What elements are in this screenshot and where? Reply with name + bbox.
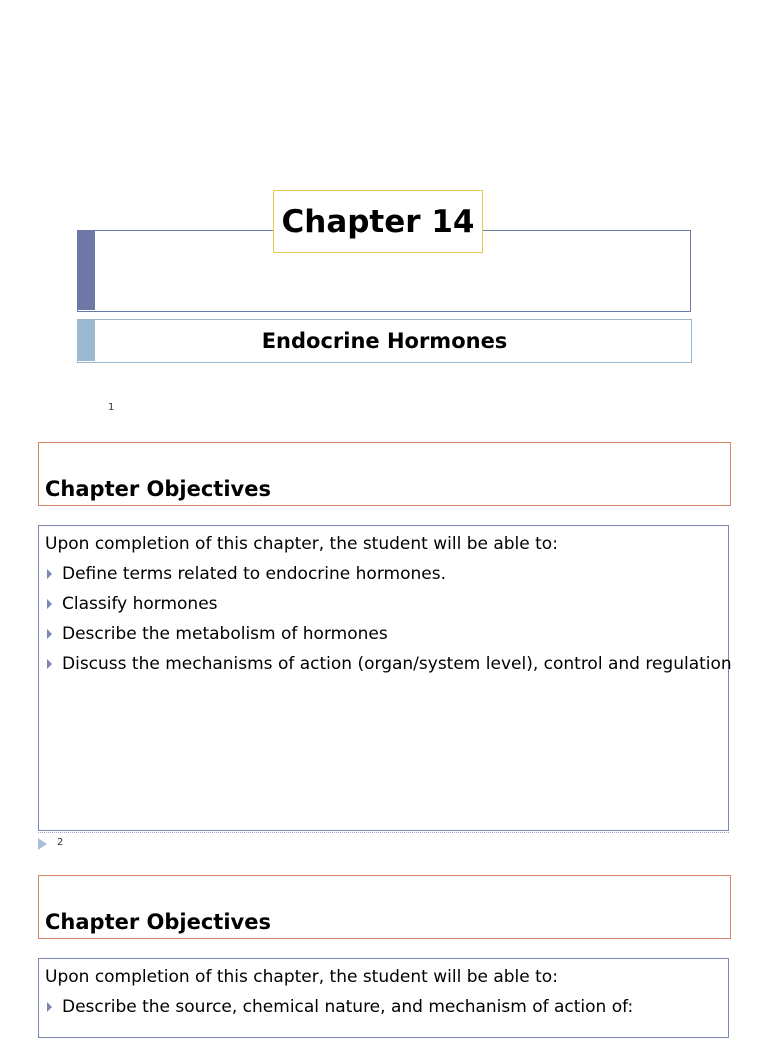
slide-3-heading-frame — [38, 875, 731, 939]
bullet-arrow-icon — [47, 569, 52, 579]
slide-2-footer-divider — [38, 832, 729, 833]
slide-2-content — [38, 525, 732, 831]
slide-3-heading: Chapter Objectives — [45, 910, 271, 934]
subtitle-accent-bar — [77, 320, 95, 361]
bullet-arrow-icon — [47, 659, 52, 669]
title-accent-bar — [77, 231, 95, 310]
bullet-text: Discuss the mechanisms of action (organ/system level), control and regulation — [62, 654, 732, 674]
list-item — [45, 649, 732, 679]
list-item — [45, 619, 728, 649]
bullet-text: Define terms related to endocrine hormones. — [62, 564, 446, 584]
footer-arrow-icon — [38, 838, 47, 850]
slide-1-page-number: 1 — [108, 402, 115, 413]
chapter-subtitle — [77, 319, 692, 363]
list-item — [45, 992, 728, 1022]
slide-3-bullet-list — [39, 992, 728, 1022]
bullet-text: Describe the source, chemical nature, and mechanism of action of: — [62, 997, 634, 1017]
slide-2-bullet-list — [39, 559, 732, 679]
bullet-text: Describe the metabolism of hormones — [62, 624, 388, 644]
subtitle-text: Endocrine Hormones — [261, 329, 508, 353]
slide-3-intro: Upon completion of this chapter, the student will be able to: — [45, 967, 558, 987]
slide-3-content — [38, 958, 729, 1038]
slide-2-heading-frame — [38, 442, 731, 506]
bullet-arrow-icon — [47, 599, 52, 609]
bullet-arrow-icon — [47, 1002, 52, 1012]
bullet-text: Classify hormones — [62, 594, 218, 614]
list-item — [45, 589, 728, 619]
bullet-arrow-icon — [47, 629, 52, 639]
slide-2-heading: Chapter Objectives — [45, 477, 271, 501]
chapter-title: Chapter 14 — [273, 190, 483, 253]
slide-2-intro: Upon completion of this chapter, the student will be able to: — [45, 534, 558, 554]
list-item — [45, 559, 728, 589]
slide-2-page-number: 2 — [57, 837, 64, 848]
